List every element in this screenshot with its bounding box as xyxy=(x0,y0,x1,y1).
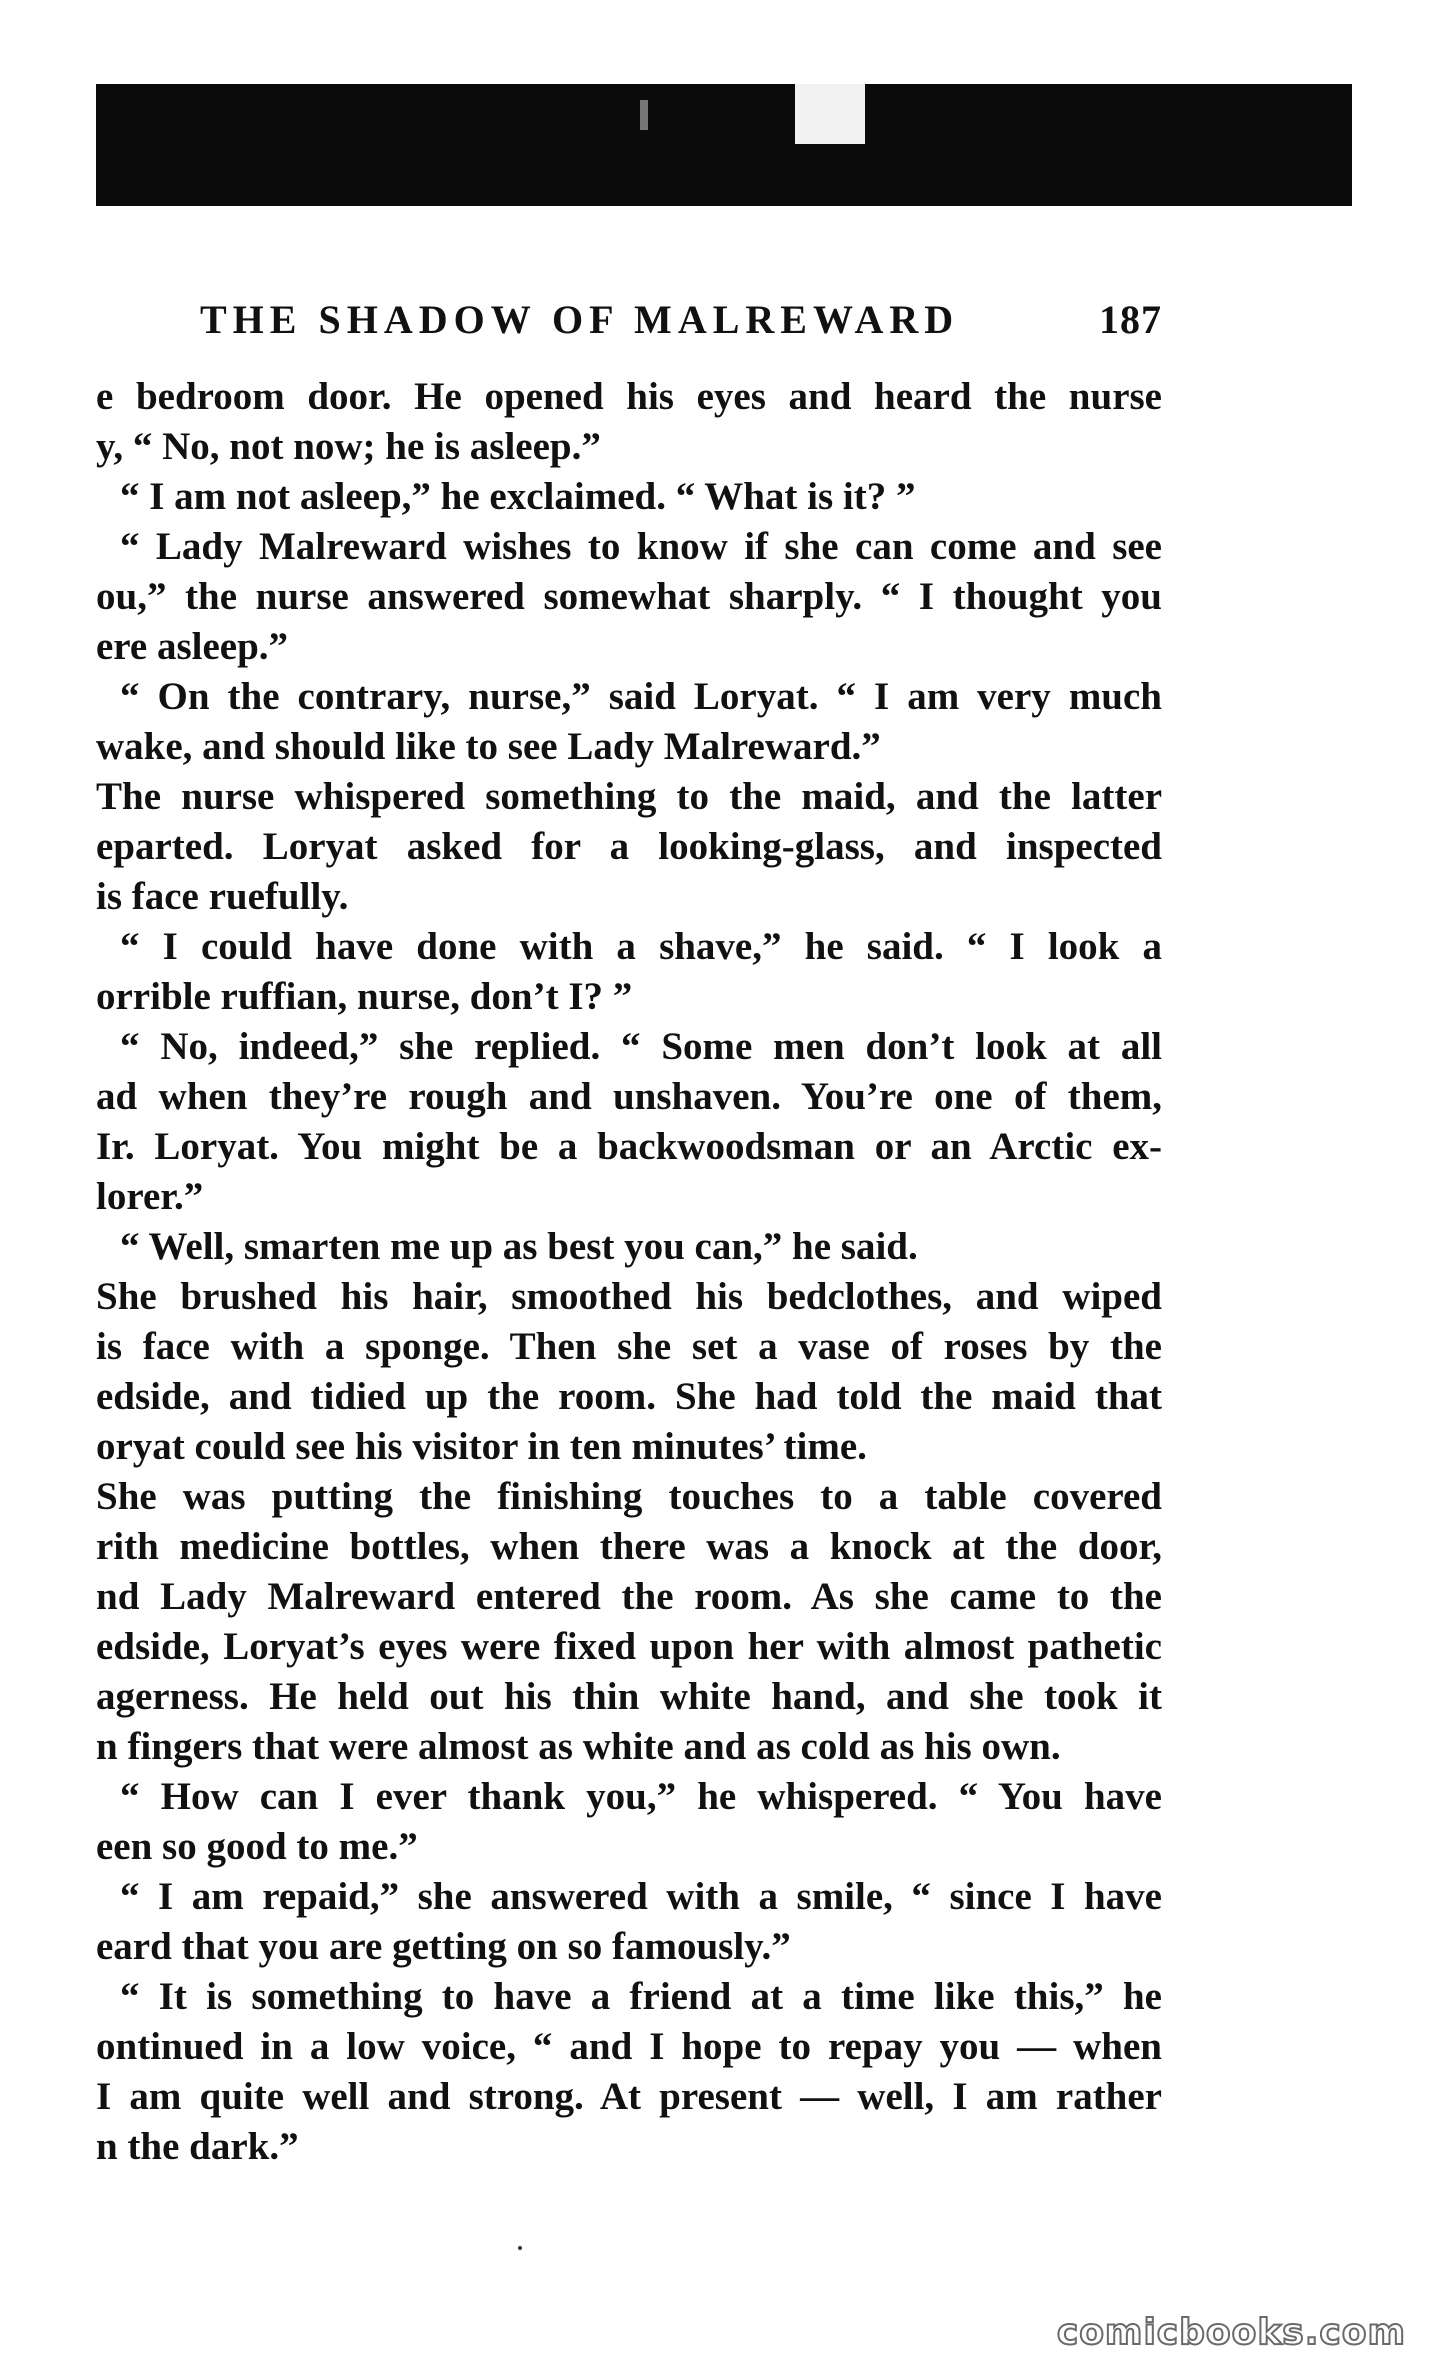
text-line: eparted. Loryat asked for a looking-glass, and inspected xyxy=(96,825,1162,868)
text-line: “ Lady Malreward wishes to know if she can come and see xyxy=(120,525,1162,568)
text-line: ou,” the nurse answered somewhat sharply. “ I thought you xyxy=(96,575,1162,618)
text-line: “ I am repaid,” she answered with a smile, “ since I have xyxy=(120,1875,1162,1918)
text-line: ad when they’re rough and unshaven. You’re one of them, xyxy=(96,1075,1162,1118)
scan-dot xyxy=(518,2246,522,2250)
text-line: I am quite well and strong. At present — well, I am rather xyxy=(96,2075,1162,2118)
text-line: “ How can I ever thank you,” he whispered. “ You have xyxy=(120,1775,1162,1818)
text-line: She brushed his hair, smoothed his bedclothes, and wiped xyxy=(96,1275,1162,1318)
text-line: n the dark.” xyxy=(96,2125,299,2168)
text-line: “ Well, smarten me up as best you can,” he said. xyxy=(120,1225,918,1268)
text-line: e bedroom door. He opened his eyes and heard the nurse xyxy=(96,375,1162,418)
text-line: edside, Loryat’s eyes were fixed upon her with almost pathetic xyxy=(96,1625,1162,1668)
text-line: is face with a sponge. Then she set a vase of roses by the xyxy=(96,1325,1162,1368)
text-line: nd Lady Malreward entered the room. As she came to the xyxy=(96,1575,1162,1618)
text-line: agerness. He held out his thin white hand, and she took it xyxy=(96,1675,1162,1718)
text-line: ontinued in a low voice, “ and I hope to repay you — when xyxy=(96,2025,1162,2068)
text-line: lorer.” xyxy=(96,1175,204,1218)
body-text xyxy=(96,372,1162,2172)
text-line: “ No, indeed,” she replied. “ Some men don’t look at all xyxy=(120,1025,1162,1068)
running-head-title: THE SHADOW OF MALREWARD xyxy=(200,297,960,342)
scan-shadow-band xyxy=(96,84,1352,206)
text-line: oryat could see his visitor in ten minutes’ time. xyxy=(96,1425,867,1468)
text-line: n fingers that were almost as white and as cold as his own. xyxy=(96,1725,1061,1768)
text-line: edside, and tidied up the room. She had told the maid that xyxy=(96,1375,1162,1418)
text-line: “ I am not asleep,” he exclaimed. “ What is it? ” xyxy=(120,475,916,518)
text-line: “ On the contrary, nurse,” said Loryat. “ I am very much xyxy=(120,675,1162,718)
watermark-logo: comicbooks.com xyxy=(1056,2312,1406,2353)
text-line: ere asleep.” xyxy=(96,625,289,668)
text-line: She was putting the finishing touches to a table covered xyxy=(96,1475,1162,1518)
text-line: “ I could have done with a shave,” he said. “ I look a xyxy=(120,925,1162,968)
text-line: een so good to me.” xyxy=(96,1825,418,1868)
text-line: “ It is something to have a friend at a time like this,” he xyxy=(120,1975,1162,2018)
text-line: rith medicine bottles, when there was a knock at the door, xyxy=(96,1525,1162,1568)
text-line: is face ruefully. xyxy=(96,875,349,918)
text-line: orrible ruffian, nurse, don’t I? ” xyxy=(96,975,633,1018)
text-line: The nurse whispered something to the maid, and the latter xyxy=(96,775,1162,818)
scan-light-gap xyxy=(795,84,865,144)
scan-mark xyxy=(640,100,648,130)
text-line: eard that you are getting on so famously.” xyxy=(96,1925,791,1968)
text-line: y, “ No, not now; he is asleep.” xyxy=(96,425,601,468)
text-line: Ir. Loryat. You might be a backwoodsman or an Arctic ex- xyxy=(96,1125,1162,1168)
page-number: 187 xyxy=(1099,297,1162,342)
text-line: wake, and should like to see Lady Malreward.” xyxy=(96,725,881,768)
running-head xyxy=(200,296,1162,343)
